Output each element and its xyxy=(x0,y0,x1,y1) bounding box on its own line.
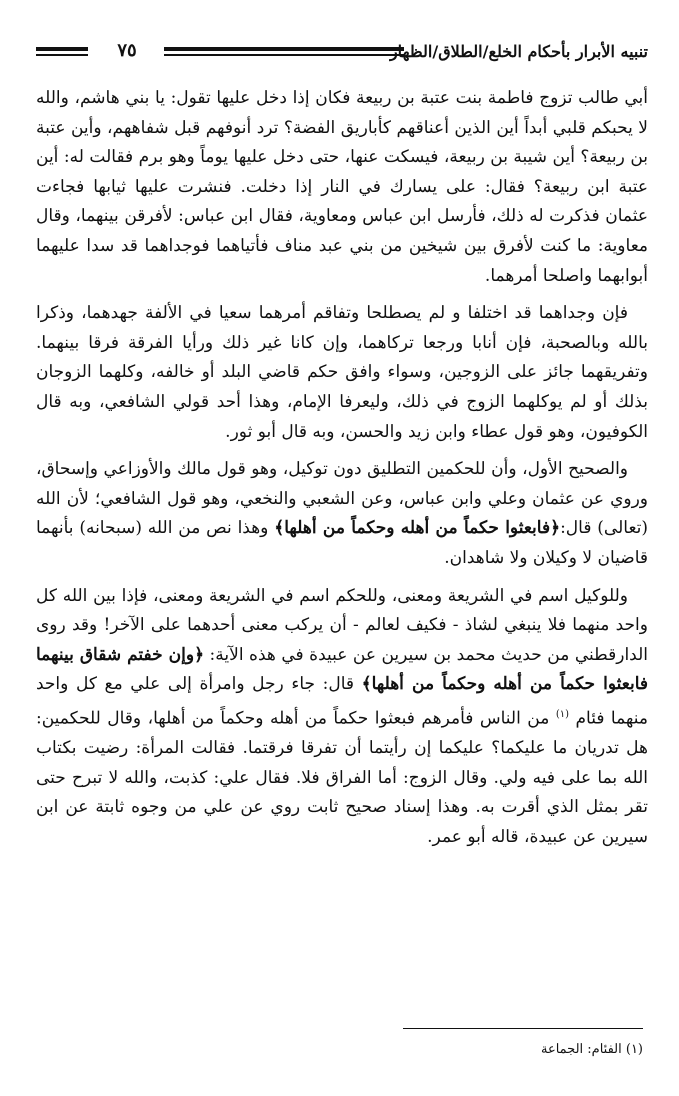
paragraph-4-text: وللوكيل اسم في الشريعة ومعنى، وللحكم اسم في الشريعة ومعنى، فإذا بين الله كل واحد منهما فلا ينبغي لشاذ - فكيف لعالم - أن يركب معنى أحدهما على الآخر! وقد روى الدارقطني من حديث محمد بن سيرين عن عبيدة في هذه الآية: xyxy=(36,585,648,665)
header-rule-left-bottom xyxy=(36,54,88,56)
paragraph-4-text-end: من الناس فأمرهم فبعثوا حكماً من أهله وحكماً من أهلها، وقال للحكمين: هل تدريان ما عليكما؟ عليكما إن رأيتما أن تفرقا فرقتما. فقالت المرأة: رضيت بكتاب الله بما على فيه ولي. وقال الزوج: أما الفراق فلا. فقال علي: كذبت، والله لا تبرح حتى تقر بمثل الذي أقرت به. وهذا إسناد صحيح ثابت روي عن علي من وجوه ثابتة عن ابن سيرين عن عبيدة، قاله أبو عمر. xyxy=(36,708,648,847)
quran-quote: ﴿فابعثوا حكماً من أهله وحكماً من أهلها﴾ xyxy=(274,518,561,539)
paragraph-1: أبي طالب تزوج فاطمة بنت عتبة بن ربيعة فكان إذا دخل عليها تقول: يا بني هاشم، والله لا يحبكم قلبي أبداً أين الذين أعناقهم كأباريق الفضة؟ ترد أنوفهم قبل شفاههم، وأين عتبة بن ربيعة؟ أين شيبة بن ربيعة، فيسكت عنها، حتى دخل عليها يوماً وهو برم فقالت له: أين عتبة ابن ربيعة؟ فقال: على يسارك في النار إذا دخلت. فنشرت عليها ثيابها فجاءت عثمان فذكرت له ذلك، فأرسل ابن عباس ومعاوية، فقال ابن عباس: لأفرقن بينهما، وقال معاوية: ما كنت لأفرق بين شيخين من بني عبد مناف فأتياهما فوجداهما قد سدا عليهما أبوابهما واصلحا أمرهما. xyxy=(36,88,648,286)
header-rule-left-top xyxy=(36,47,88,51)
paragraph-2: فإن وجداهما قد اختلفا و لم يصطلحا وتفاقم أمرهما سعيا في الألفة جهدهما، وذكرا بالله وبالصحبة، فإن أنابا ورجعا تركاهما، وإن كانا غير ذلك ورأيا الفرقة فرقا بينهما. وتفريقهما جائز على الزوجين، وسواء وافق حكم قاضي البلد أو خالفه، وكلهما الزوجان بذلك أو لم يوكلهما الزوج في ذلك، وليعرفا الإمام، وهذا أحد قولي الشافعي، وبه قال الكوفيون، وهو قول عطاء وابن زيد والحسن، وبه قال أبو ثور. xyxy=(36,303,648,442)
header-rule-top xyxy=(164,47,404,51)
footnote: (١) الفئام: الجماعة xyxy=(540,1042,643,1057)
paragraph-3-text: والصحيح الأول، وأن للحكمين التطليق دون توكيل، وهو قول مالك والأوزاعي وإسحاق، وروي عن عثمان وعلي وابن عباس، وعن الشعبي والنخعي، وهو قول الشافعي؛ لأن الله (تعالى) قال: xyxy=(36,459,649,539)
paragraph-3-text-end: وهذا نص من الله (سبحانه) بأنهما قاضيان لا وكيلان ولا شاهدان. xyxy=(36,518,648,568)
page-body xyxy=(36,84,648,861)
quran-quote-2: ﴿وإن خفتم شقاق بينهما فابعثوا حكماً من أهله وحكماً من أهلها﴾ xyxy=(36,644,648,695)
running-title: تنبيه الأبرار بأحكام الخلع/الطلاق/الظهار xyxy=(389,42,648,61)
paragraph-3 xyxy=(36,455,648,573)
footnote-marker: (١) xyxy=(555,708,570,720)
page-header xyxy=(36,36,648,80)
header-rule-bottom xyxy=(164,54,404,56)
page-number: ٧٥ xyxy=(117,40,137,61)
paragraph-4 xyxy=(36,582,648,853)
paragraph-4-text-mid: قال: جاء رجل وامرأة إلى علي مع كل واحد منهما فئام xyxy=(36,674,648,729)
footnote-divider xyxy=(403,1028,643,1029)
